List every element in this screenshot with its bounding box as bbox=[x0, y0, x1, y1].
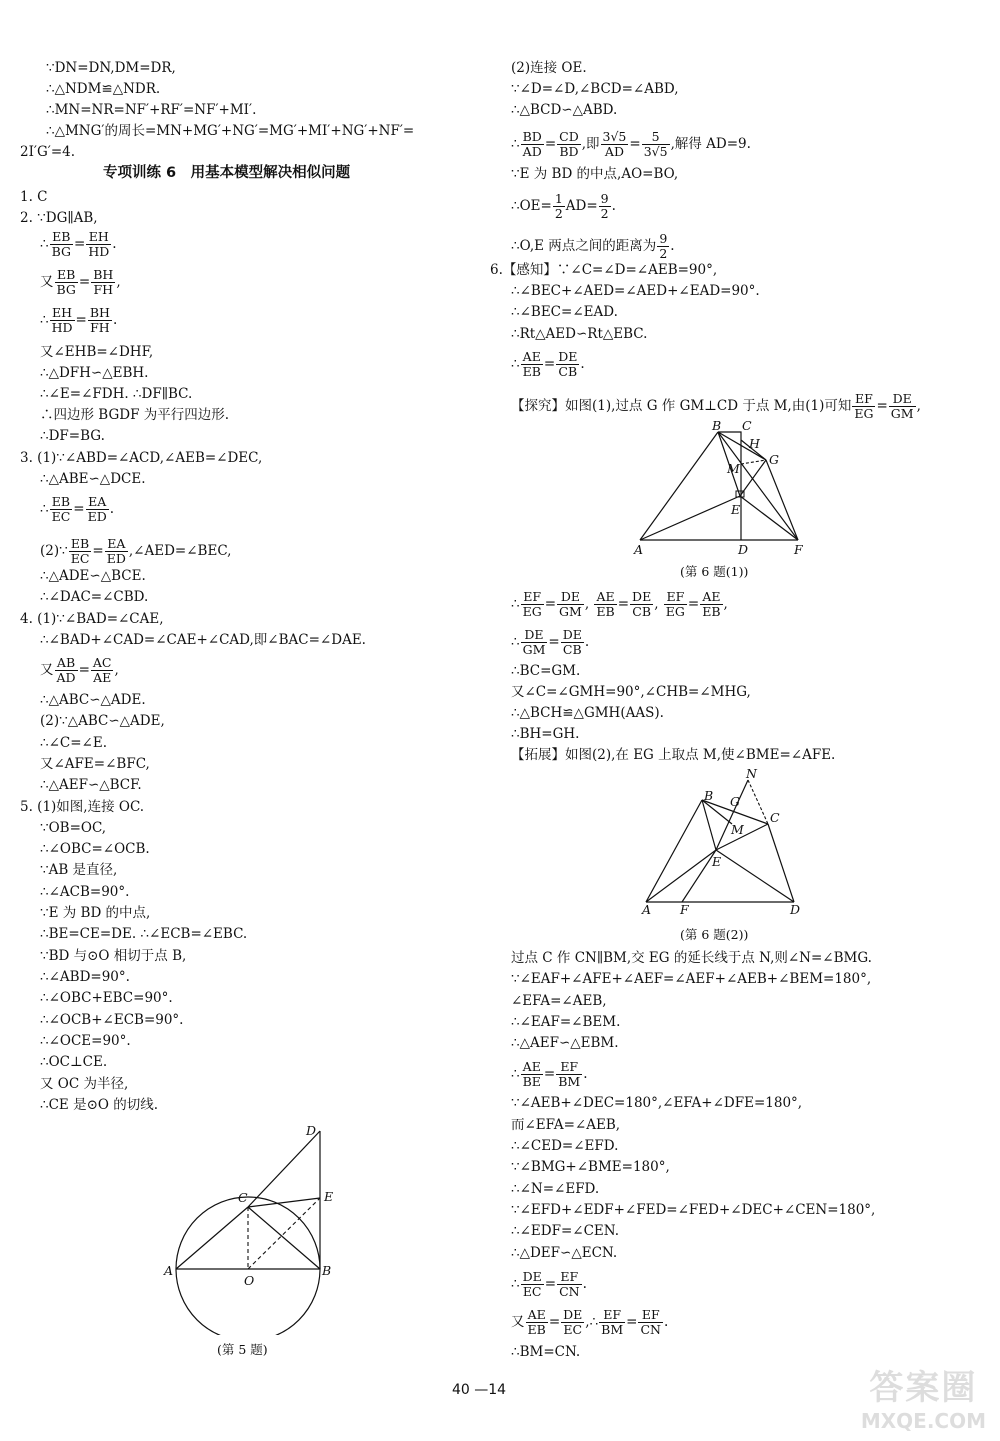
text-line: ∴BH=GH. bbox=[511, 726, 580, 742]
section-heading: 专项训练 6 用基本模型解决相似问题 bbox=[103, 165, 351, 181]
fraction: $\frac{AE}{EB}$ bbox=[702, 589, 721, 619]
fraction: $\frac{DE}{CB}$ bbox=[558, 349, 578, 379]
fraction-equation: ∴ $\frac{AE}{BE}$ = $\frac{EF}{BM}$ . bbox=[511, 1059, 588, 1089]
text-line: ∵E 为 BD 的中点,AO=BO, bbox=[511, 166, 679, 182]
figure-caption: (第 6 题(1)) bbox=[680, 564, 749, 579]
text-line: ∴MN=NR=NF′+RF′=NF′+MI′. bbox=[46, 102, 257, 118]
text-line: ∴∠BAD+∠CAD=∠CAE+∠CAD,即∠BAC=∠DAE. bbox=[40, 632, 366, 648]
fraction-equation: (2)∵ $\frac{EB}{EC}$ = $\frac{EA}{ED}$ ,∠AED=∠BEC, bbox=[40, 536, 232, 566]
fraction: $\frac{AB}{AD}$ bbox=[56, 655, 76, 685]
label-a: A bbox=[164, 1263, 174, 1278]
fraction-equation: 【探究】如图(1),过点 G 作 GM⊥CD 于点 M,由(1)可知 $\frac{EF}{EG}$ = $\frac{DE}{GM}$ , bbox=[511, 391, 921, 421]
label-b: B bbox=[712, 420, 722, 433]
text-line: 【拓展】如图(2),在 EG 上取点 M,使∠BME=∠AFE. bbox=[511, 747, 836, 763]
label-f: F bbox=[680, 902, 689, 916]
text-line: ∴∠OBC=∠OCB. bbox=[40, 841, 150, 857]
fraction-equation: ∴ $\frac{BD}{AD}$ = $\frac{CD}{BD}$ ,即 $\frac{3√5}{AD}$ = $\frac{5}{3√5}$ ,解得 AD=9. bbox=[511, 129, 751, 159]
text-line: ∴∠CED=∠EFD. bbox=[511, 1138, 619, 1154]
text-line: 2. ∵DG∥AB, bbox=[20, 210, 98, 226]
text-line: ∴∠OBC+EBC=90°. bbox=[40, 990, 173, 1006]
text-line: ∠EFA=∠AEB, bbox=[511, 993, 607, 1009]
text-line: ∴Rt△AED∽Rt△EBC. bbox=[511, 326, 648, 342]
watermark-url: MXQE.COM bbox=[860, 1409, 986, 1433]
text-line: ∴△ADE∽△BCE. bbox=[40, 568, 146, 584]
text-line: (2)连接 OE. bbox=[511, 60, 587, 76]
text-line: ∵∠EAF+∠AFE+∠AEF=∠AEF+∠AEB+∠BEM=180°, bbox=[511, 971, 872, 987]
fraction: $\frac{CD}{BD}$ bbox=[559, 129, 579, 159]
text-line: 4. (1)∵∠BAD=∠CAE, bbox=[20, 611, 164, 627]
label-n: N bbox=[746, 766, 757, 781]
text-line: ∴∠E=∠FDH. ∴DF∥BC. bbox=[40, 386, 193, 402]
label-f: F bbox=[794, 542, 803, 557]
label-o: O bbox=[244, 1273, 255, 1288]
fraction: $\frac{EB}{BG}$ bbox=[56, 267, 76, 297]
text-line: ∴△MNG′的周长=MN+MG′+NG′=MG′+MI′+NG′+NF′= bbox=[46, 123, 415, 139]
figure-5-diagram bbox=[160, 1115, 340, 1335]
text-line: ∴∠N=∠EFD. bbox=[511, 1181, 600, 1197]
label-d: D bbox=[306, 1123, 317, 1138]
label-d: D bbox=[738, 542, 749, 557]
text-line: 又∠EHB=∠DHF, bbox=[40, 344, 154, 360]
label-c: C bbox=[770, 810, 780, 825]
figure-caption: (第 5 题) bbox=[217, 1342, 268, 1357]
text-line: ∴DF=BG. bbox=[40, 428, 105, 444]
fraction: $\frac{DE}{GM}$ bbox=[559, 589, 582, 619]
label-c: C bbox=[742, 420, 752, 433]
fraction: $\frac{AC}{AE}$ bbox=[92, 655, 112, 685]
label-e: E bbox=[324, 1189, 334, 1204]
text-line: ∴∠ACB=90°. bbox=[40, 884, 130, 900]
fraction: $\frac{9}{2}$ bbox=[600, 191, 609, 221]
fraction: $\frac{DE}{CB}$ bbox=[632, 589, 652, 619]
fraction: $\frac{BD}{AD}$ bbox=[522, 129, 542, 159]
fraction-equation: ∴ $\frac{EB}{EC}$ = $\frac{EA}{ED}$ . bbox=[40, 494, 115, 524]
text-line: ∵∠D=∠D,∠BCD=∠ABD, bbox=[511, 81, 679, 97]
line-cd bbox=[248, 1131, 320, 1207]
text-line: ∴∠BEC=∠EAD. bbox=[511, 304, 618, 320]
fraction-equation: ∴ $\frac{DE}{GM}$ = $\frac{DE}{CB}$ . bbox=[511, 627, 590, 657]
line-ed bbox=[716, 850, 794, 902]
text-line: 5. (1)如图,连接 OC. bbox=[20, 799, 145, 815]
figure-caption: (第 6 题(2)) bbox=[680, 927, 749, 942]
text-line: ∴△DEF∽△ECN. bbox=[511, 1245, 618, 1261]
text-line: ∴OC⊥CE. bbox=[40, 1054, 108, 1070]
text-line: 又 OC 为半径, bbox=[40, 1076, 129, 1092]
text-line: ∵DN=DN,DM=DR, bbox=[46, 60, 176, 76]
fraction: $\frac{DE}{CB}$ bbox=[562, 627, 582, 657]
text-line: ∴∠OCB+∠ECB=90°. bbox=[40, 1012, 184, 1028]
fraction: $\frac{EF}{EG}$ bbox=[522, 589, 542, 619]
fraction: $\frac{EH}{HD}$ bbox=[51, 305, 73, 335]
label-g: G bbox=[769, 452, 779, 467]
text-line: ∵∠BMG+∠BME=180°, bbox=[511, 1159, 670, 1175]
fraction: $\frac{1}{2}$ bbox=[554, 191, 563, 221]
fraction: $\frac{EF}{BM}$ bbox=[601, 1307, 624, 1337]
text-line: 2I′G′=4. bbox=[20, 144, 76, 160]
line-ab bbox=[646, 800, 702, 902]
label-m: M bbox=[731, 822, 744, 837]
fraction-equation: 又 $\frac{AE}{EB}$ = $\frac{DE}{EC}$ ,∴ $\frac{EF}{BM}$ = $\frac{EF}{CN}$ . bbox=[511, 1307, 669, 1337]
text-line: ∴四边形 BGDF 为平行四边形. bbox=[40, 407, 230, 423]
fraction: $\frac{AE}{EB}$ bbox=[596, 589, 615, 619]
label-m: M bbox=[727, 461, 740, 476]
fraction: $\frac{3√5}{AD}$ bbox=[602, 129, 627, 159]
text-line: ∴∠EAF=∠BEM. bbox=[511, 1014, 621, 1030]
text-line: ∴BM=CN. bbox=[511, 1344, 581, 1360]
fraction: $\frac{EA}{ED}$ bbox=[106, 536, 126, 566]
line-ae bbox=[646, 850, 716, 902]
text-line: ∴BC=GM. bbox=[511, 663, 581, 679]
text-line: ∴△AEF∽△BCF. bbox=[40, 777, 142, 793]
text-line: ∴△NDM≌△NDR. bbox=[46, 81, 161, 97]
line-ab bbox=[640, 432, 718, 540]
text-line: ∴∠OCE=90°. bbox=[40, 1033, 131, 1049]
line-ac bbox=[176, 1207, 248, 1269]
text-line: ∴∠EDF=∠CEN. bbox=[511, 1223, 619, 1239]
label-g: G bbox=[730, 794, 740, 809]
fraction: $\frac{EF}{EG}$ bbox=[665, 589, 685, 619]
text-line: ∴∠C=∠E. bbox=[40, 735, 107, 751]
figure-6-1-diagram bbox=[630, 420, 820, 560]
fraction: $\frac{AE}{EB}$ bbox=[527, 1307, 546, 1337]
fraction: $\frac{EF}{BM}$ bbox=[558, 1059, 581, 1089]
label-a: A bbox=[642, 902, 652, 916]
fraction: $\frac{EH}{HD}$ bbox=[88, 229, 110, 259]
fraction-equation: ∴OE= $\frac{1}{2}$ AD= $\frac{9}{2}$ . bbox=[511, 191, 616, 221]
text-line: ∴△AEF∽△EBM. bbox=[511, 1035, 619, 1051]
line-ae bbox=[640, 496, 740, 540]
text-line: ∴△BCH≌△GMH(AAS). bbox=[511, 705, 664, 721]
text-line: 6.【感知】∵∠C=∠D=∠AEB=90°, bbox=[490, 262, 718, 278]
fraction: $\frac{EF}{CN}$ bbox=[640, 1307, 661, 1337]
label-c: C bbox=[238, 1190, 248, 1205]
fraction: $\frac{DE}{EC}$ bbox=[522, 1269, 542, 1299]
fraction-equation: ∴O,E 两点之间的距离为 $\frac{9}{2}$ . bbox=[511, 231, 675, 261]
label-b: B bbox=[704, 788, 714, 803]
fraction: $\frac{DE}{GM}$ bbox=[890, 391, 914, 421]
fraction: $\frac{DE}{EC}$ bbox=[563, 1307, 583, 1337]
fraction: $\frac{EB}{EC}$ bbox=[51, 494, 71, 524]
label-b: B bbox=[322, 1263, 332, 1278]
fraction-equation: ∴ $\frac{EF}{EG}$ = $\frac{DE}{GM}$ , $\frac{AE}{EB}$ = $\frac{DE}{CB}$ , $\frac{EF}{EG}$ = $\frac{AE}{EB}$ , bbox=[511, 589, 728, 619]
text-line: 又∠AFE=∠BFC, bbox=[40, 756, 150, 772]
label-h: H bbox=[749, 436, 760, 451]
text-line: ∵AB 是直径, bbox=[40, 862, 118, 878]
text-line: ∴CE 是⊙O 的切线. bbox=[40, 1097, 159, 1113]
fraction: $\frac{EA}{ED}$ bbox=[87, 494, 107, 524]
label-e: E bbox=[712, 854, 722, 869]
fraction-equation: ∴ $\frac{DE}{EC}$ = $\frac{EF}{CN}$ . bbox=[511, 1269, 587, 1299]
fraction: $\frac{BH}{FH}$ bbox=[93, 267, 114, 297]
line-oe bbox=[248, 1198, 320, 1269]
fraction: $\frac{EB}{BG}$ bbox=[51, 229, 71, 259]
fraction: $\frac{EB}{EC}$ bbox=[70, 536, 90, 566]
line-cb bbox=[248, 1207, 320, 1269]
fraction-equation: ∴ $\frac{EB}{BG}$ = $\frac{EH}{HD}$ . bbox=[40, 229, 117, 259]
line-be bbox=[702, 800, 716, 850]
fraction: $\frac{DE}{GM}$ bbox=[522, 627, 546, 657]
text-line: ∴△DFH∽△EBH. bbox=[40, 365, 149, 381]
text-line: 1. C bbox=[20, 189, 48, 205]
text-line: ∴△ABC∽△ADE. bbox=[40, 692, 146, 708]
fraction-equation: 又 $\frac{EB}{BG}$ = $\frac{BH}{FH}$ , bbox=[40, 267, 121, 297]
watermark-logo bbox=[861, 1360, 986, 1433]
page-number: 40 —14 bbox=[452, 1382, 507, 1398]
figure-6-2-diagram bbox=[636, 766, 816, 916]
label-e: E bbox=[731, 502, 741, 517]
text-line: 过点 C 作 CN∥BM,交 EG 的延长线于点 N,则∠N=∠BMG. bbox=[511, 950, 872, 966]
fraction: $\frac{EF}{CN}$ bbox=[559, 1269, 580, 1299]
text-line: ∵E 为 BD 的中点, bbox=[40, 905, 151, 921]
label-d: D bbox=[790, 902, 801, 916]
text-line: ∴∠BEC+∠AED=∠AED+∠EAD=90°. bbox=[511, 283, 760, 299]
fraction: $\frac{BH}{FH}$ bbox=[89, 305, 110, 335]
line-cd bbox=[768, 824, 794, 902]
text-line: 而∠EFA=∠AEB, bbox=[511, 1117, 621, 1133]
text-line: (2)∵△ABC∽△ADE, bbox=[40, 713, 165, 729]
text-line: 又∠C=∠GMH=90°,∠CHB=∠MHG, bbox=[511, 684, 751, 700]
fraction: $\frac{9}{2}$ bbox=[659, 231, 668, 261]
text-line: ∴BE=CE=DE. ∴∠ECB=∠EBC. bbox=[40, 926, 248, 942]
fraction-equation: 又 $\frac{AB}{AD}$ = $\frac{AC}{AE}$ , bbox=[40, 655, 119, 685]
text-line: 3. (1)∵∠ABD=∠ACD,∠AEB=∠DEC, bbox=[20, 450, 263, 466]
line-ce bbox=[248, 1198, 320, 1207]
text-line: ∴△ABE∽△DCE. bbox=[40, 471, 146, 487]
label-a: A bbox=[634, 542, 644, 557]
line-bm bbox=[702, 800, 732, 824]
text-line: ∴△BCD∽△ABD. bbox=[511, 102, 618, 118]
text-line: ∴∠DAC=∠CBD. bbox=[40, 589, 149, 605]
watermark-text: 答案圈 bbox=[869, 1368, 978, 1408]
fraction: $\frac{EF}{EG}$ bbox=[854, 391, 874, 421]
line-gm bbox=[741, 460, 766, 464]
text-line: ∵BD 与⊙O 相切于点 B, bbox=[40, 948, 187, 964]
fraction: $\frac{AE}{BE}$ bbox=[522, 1059, 541, 1089]
fraction-equation: ∴ $\frac{EH}{HD}$ = $\frac{BH}{FH}$ . bbox=[40, 305, 118, 335]
text-line: ∵OB=OC, bbox=[40, 820, 107, 836]
fraction: $\frac{5}{3√5}$ bbox=[643, 129, 668, 159]
line-ef bbox=[682, 850, 716, 902]
text-line: ∴∠ABD=90°. bbox=[40, 969, 130, 985]
text-line: ∵∠AEB+∠DEC=180°,∠EFA+∠DFE=180°, bbox=[511, 1095, 803, 1111]
fraction: $\frac{AE}{EB}$ bbox=[522, 349, 541, 379]
text-line: ∵∠EFD+∠EDF+∠FED=∠FED+∠DEC+∠CEN=180°, bbox=[511, 1202, 876, 1218]
fraction-equation: ∴ $\frac{AE}{EB}$ = $\frac{DE}{CB}$ . bbox=[511, 349, 585, 379]
